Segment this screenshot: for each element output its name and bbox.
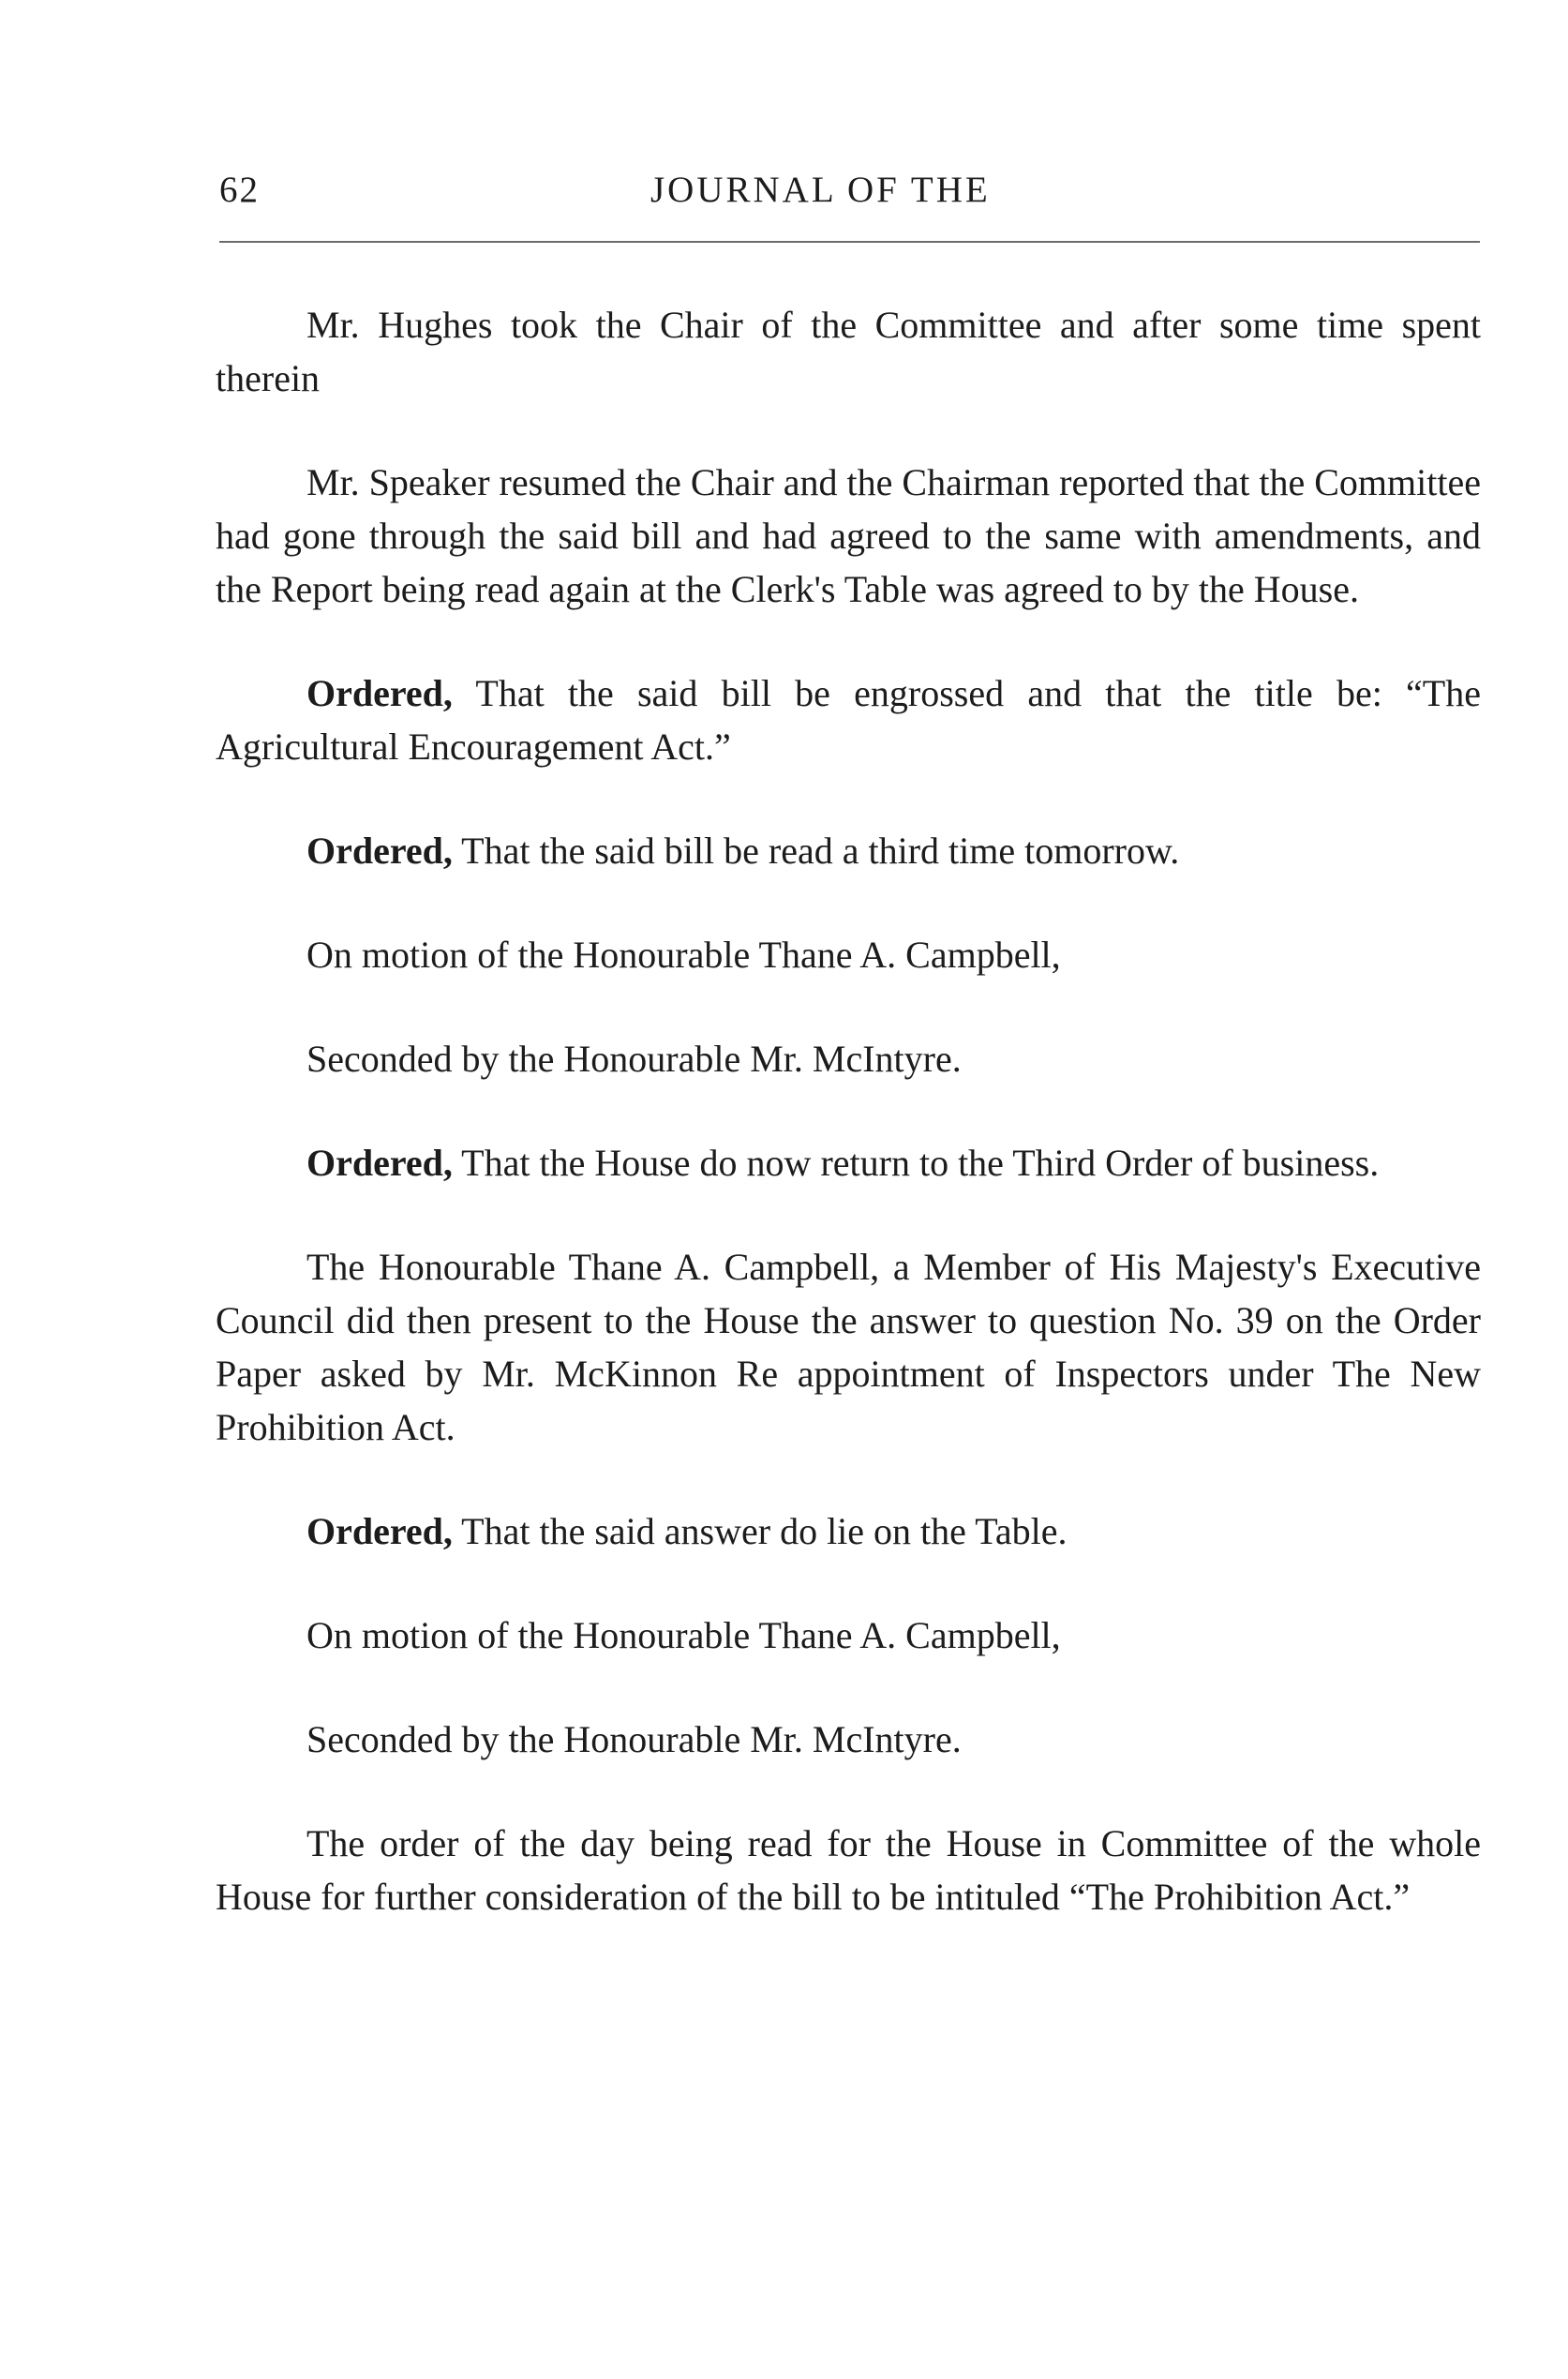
paragraph-seconded [216, 1713, 1481, 1766]
ordered-label: Ordered, [306, 1510, 453, 1552]
paragraph-text: That the said bill be engrossed and that the title be: “The Agricultural Encouragement Act.” [216, 672, 1481, 768]
running-head: JOURNAL OF THE [650, 170, 991, 210]
paragraph-text: That the said bill be read a third time tomorrow. [452, 830, 1180, 872]
paragraph-ordered-third-reading [216, 824, 1481, 877]
paragraph-report [216, 456, 1481, 616]
paragraph-motion [216, 1608, 1481, 1662]
paragraph-text: Mr. Speaker resumed the Chair and the Chairman reported that the Committee had gone through the said bill and had agreed to the same with amendments, and the Report being read again at the Clerk's Table was agreed to by the House. [216, 461, 1481, 610]
paragraph-text: On motion of the Honourable Thane A. Campbell, [306, 1614, 1061, 1656]
ordered-label: Ordered, [306, 672, 453, 714]
paragraph-seconded [216, 1032, 1481, 1085]
paragraph-text: That the said answer do lie on the Table. [452, 1510, 1068, 1552]
paragraph-chair-taken [216, 298, 1481, 405]
paragraph-ordered-lie-on-table [216, 1504, 1481, 1558]
paragraph-text: That the House do now return to the Third Order of business. [452, 1142, 1380, 1184]
paragraph-text: The Honourable Thane A. Campbell, a Member of His Majesty's Executive Council did then present to the House the answer to question No. 39 on the Order Paper asked by Mr. McKinnon Re appointment of Inspectors under The New Prohibition Act. [216, 1246, 1481, 1448]
ordered-label: Ordered, [306, 1142, 453, 1184]
paragraph-text: Seconded by the Honourable Mr. McIntyre. [306, 1038, 962, 1080]
paragraph-text: Seconded by the Honourable Mr. McIntyre. [306, 1718, 962, 1760]
header-rule [219, 241, 1480, 243]
page-number: 62 [219, 170, 260, 210]
paragraph-answer-presented [216, 1240, 1481, 1454]
paragraph-ordered-third-order [216, 1136, 1481, 1190]
page-header [219, 169, 1480, 225]
ordered-label: Ordered, [306, 830, 453, 872]
paragraph-text: Mr. Hughes took the Chair of the Committee and after some time spent therein [216, 304, 1481, 399]
journal-body [216, 298, 1481, 1923]
paragraph-text: The order of the day being read for the House in Committee of the whole House for further consideration of the bill to be intituled “The Prohibition Act.” [216, 1822, 1481, 1918]
paragraph-text: On motion of the Honourable Thane A. Campbell, [306, 934, 1061, 976]
paragraph-ordered-engrossed [216, 666, 1481, 773]
paragraph-order-of-day [216, 1817, 1481, 1923]
paragraph-motion [216, 928, 1481, 981]
